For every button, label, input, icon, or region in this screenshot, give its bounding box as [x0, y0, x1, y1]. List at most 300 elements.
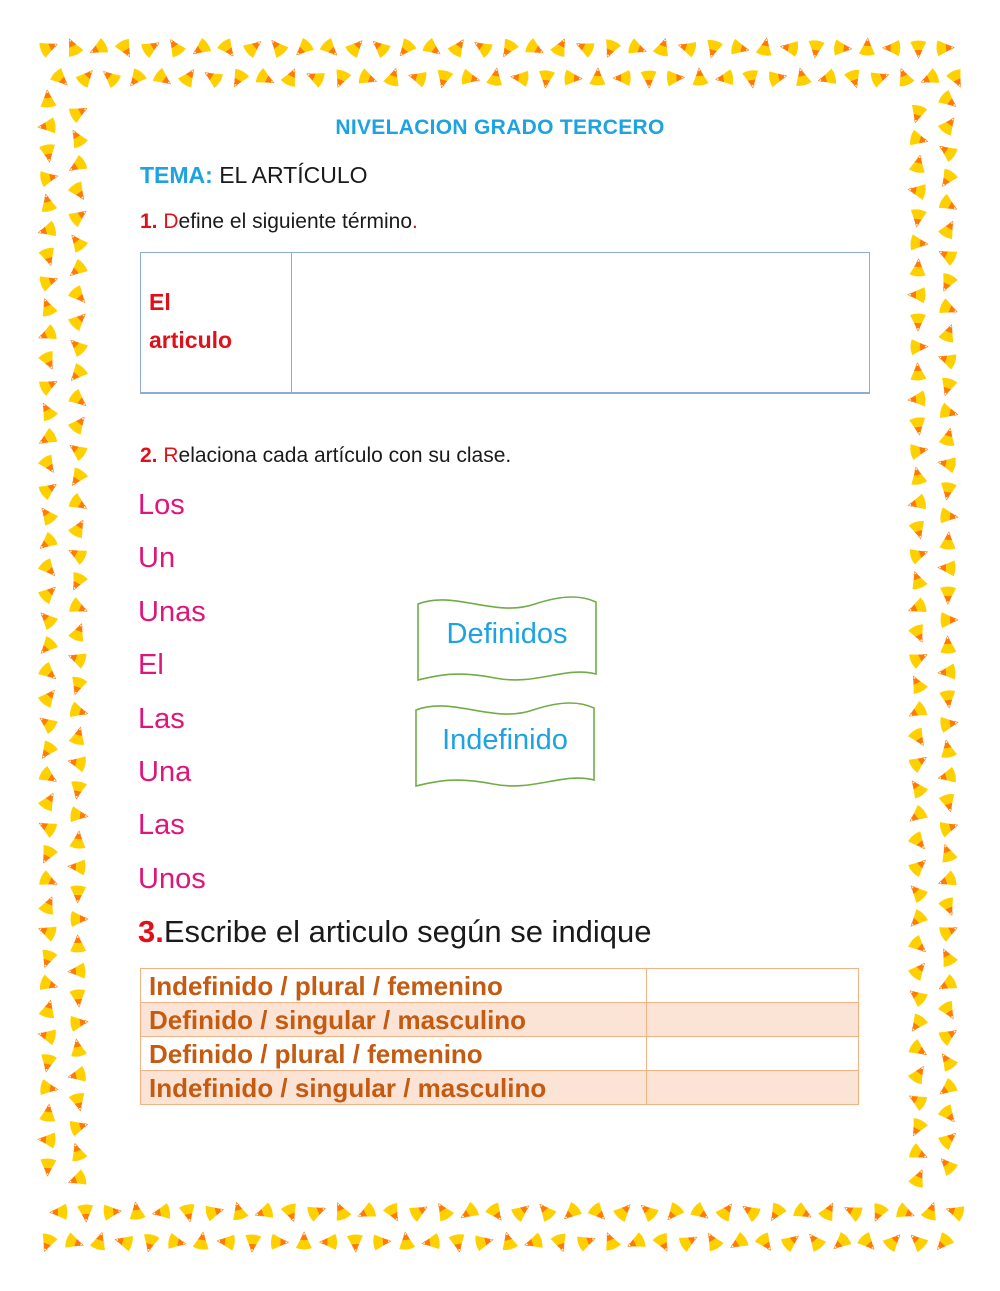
candy-corn-icon — [39, 168, 59, 187]
candy-corn-icon — [907, 390, 926, 408]
candy-corn-icon — [67, 308, 91, 332]
candy-corn-icon — [738, 1200, 761, 1223]
candy-corn-icon — [36, 739, 59, 763]
candy-corn-icon — [939, 715, 959, 734]
candy-corn-icon — [330, 68, 351, 90]
candy-corn-icon — [792, 1201, 815, 1224]
candy-corn-icon — [829, 1231, 853, 1255]
topic-line — [140, 162, 368, 189]
row-label: Indefinido / singular / masculino — [141, 1071, 647, 1105]
candy-corn-icon — [939, 690, 957, 709]
candy-corn-icon — [908, 1167, 930, 1189]
candy-corn-icon — [254, 67, 277, 89]
candy-corn-icon — [641, 70, 658, 88]
candy-corn-icon — [522, 1232, 543, 1252]
candy-corn-icon — [909, 441, 929, 460]
candy-corn-icon — [937, 272, 959, 295]
candy-corn-icon — [715, 1199, 738, 1223]
candy-corn-icon — [62, 36, 84, 59]
candy-corn-icon — [457, 1201, 480, 1224]
candy-corn-icon — [938, 559, 956, 576]
topic-label: TEMA: — [140, 162, 213, 188]
candy-corn-icon — [65, 362, 89, 386]
candy-corn-icon — [909, 258, 926, 277]
candy-corn-icon — [939, 636, 956, 654]
candy-corn-icon — [69, 1117, 90, 1137]
candy-corn-icon — [573, 37, 596, 59]
question-1-first-letter: D — [163, 210, 179, 233]
candy-corn-icon — [946, 68, 968, 91]
candy-corn-icon — [702, 1229, 725, 1252]
candy-corn-icon — [524, 37, 547, 59]
row-label: Definido / plural / femenino — [141, 1037, 647, 1071]
candy-corn-icon — [67, 180, 90, 203]
candy-corn-icon — [36, 324, 58, 346]
candy-corn-icon — [474, 1232, 495, 1252]
candy-corn-icon — [938, 817, 959, 837]
candy-corn-icon — [38, 350, 60, 373]
candy-corn-icon — [37, 1131, 56, 1148]
candy-corn-icon — [894, 66, 915, 88]
candy-corn-icon — [910, 339, 928, 356]
candy-corn-icon — [65, 258, 89, 282]
candy-corn-icon — [66, 466, 89, 489]
candy-corn-icon — [627, 38, 649, 59]
candy-corn-icon — [68, 1038, 87, 1058]
candy-corn-icon — [38, 1053, 57, 1073]
candy-corn-icon — [39, 1079, 59, 1098]
candy-corn-icon — [940, 612, 958, 628]
candy-corn-icon — [37, 948, 58, 970]
candy-corn-icon — [280, 66, 302, 89]
candy-corn-icon — [69, 701, 90, 721]
candy-corn-icon — [937, 89, 961, 112]
article-item[interactable]: Unas — [138, 595, 206, 628]
candy-corn-icon — [242, 35, 266, 58]
candy-corn-icon — [600, 1230, 622, 1252]
candy-corn-icon — [498, 1230, 518, 1251]
candy-corn-icon — [167, 1233, 187, 1252]
candy-corn-icon — [906, 1229, 930, 1253]
candy-corn-icon — [587, 1201, 611, 1225]
question-2-number: 2. — [140, 444, 158, 467]
row-label: Indefinido / plural / femenino — [141, 969, 647, 1003]
candy-corn-icon — [935, 1153, 959, 1177]
candy-corn-icon — [792, 66, 812, 87]
candy-corn-icon — [89, 1230, 109, 1251]
candy-corn-icon — [69, 830, 87, 849]
candy-corn-icon — [662, 1201, 686, 1225]
candy-corn-icon — [841, 1200, 864, 1222]
candy-corn-icon — [280, 1202, 301, 1224]
candy-corn-icon — [39, 89, 56, 108]
candy-corn-icon — [576, 1231, 598, 1252]
question-3 — [138, 914, 652, 950]
candy-corn-icon — [937, 1024, 960, 1047]
candy-corn-icon — [68, 1092, 88, 1113]
candy-corn-icon — [37, 765, 60, 788]
candy-corn-icon — [935, 1077, 959, 1100]
candy-corn-icon — [869, 67, 891, 88]
candy-corn-icon — [652, 1232, 674, 1255]
candy-corn-icon — [103, 1203, 122, 1221]
definition-term-line2: articulo — [149, 327, 233, 353]
candy-corn-icon — [920, 1200, 941, 1222]
candy-corn-icon — [189, 37, 213, 60]
candy-corn-icon — [652, 36, 673, 58]
candy-corn-icon — [936, 1049, 959, 1073]
candy-corn-icon — [497, 37, 520, 60]
candy-corn-icon — [70, 935, 87, 953]
definition-table — [140, 252, 870, 394]
candy-corn-icon — [936, 945, 958, 968]
candy-corn-icon — [67, 858, 86, 875]
table-row — [141, 969, 859, 1003]
question-3-number: 3. — [138, 914, 164, 949]
candy-corn-icon — [936, 39, 954, 56]
candy-corn-icon — [35, 531, 59, 554]
candy-corn-icon — [347, 1234, 364, 1252]
candy-corn-icon — [448, 1233, 467, 1253]
candy-corn-icon — [937, 842, 958, 864]
candy-corn-icon — [550, 1232, 571, 1254]
candy-corn-icon — [859, 38, 876, 56]
candy-corn-icon — [407, 68, 428, 88]
candy-corn-icon — [905, 985, 929, 1008]
candy-corn-icon — [833, 39, 852, 56]
candy-corn-icon — [37, 789, 60, 812]
candy-corn-icon — [754, 1231, 777, 1255]
candy-corn-icon — [114, 38, 136, 61]
candy-corn-icon — [816, 68, 837, 88]
candy-corn-icon — [68, 597, 90, 619]
candy-corn-icon — [906, 1117, 928, 1140]
category-banner-definidos[interactable] — [415, 594, 599, 686]
article-item[interactable]: Los — [138, 489, 185, 521]
candy-corn-icon — [38, 974, 59, 994]
candy-corn-icon — [906, 1012, 929, 1036]
candy-corn-icon — [67, 962, 86, 979]
candy-corn-icon — [68, 780, 87, 800]
candy-corn-icon — [537, 70, 555, 89]
candy-corn-icon — [216, 1233, 235, 1251]
candy-corn-icon — [938, 298, 960, 320]
candy-corn-icon — [113, 1232, 134, 1252]
candy-corn-icon — [906, 672, 928, 695]
candy-corn-icon — [37, 453, 60, 476]
candy-corn-icon — [37, 296, 58, 318]
answer-cell[interactable] — [647, 969, 859, 1003]
candy-corn-icon — [75, 65, 99, 89]
candy-corn-icon — [882, 1229, 906, 1253]
candy-corn-icon — [38, 894, 60, 916]
candy-corn-icon — [905, 700, 928, 723]
question-1-text: efine el siguiente término — [178, 210, 413, 233]
candy-corn-icon — [98, 65, 122, 89]
article-item[interactable]: Una — [138, 755, 192, 788]
classification-table — [140, 968, 859, 1105]
question-3-text: Escribe el articulo según se indique — [163, 914, 652, 949]
candy-corn-icon — [803, 1229, 826, 1253]
candy-corn-icon — [844, 68, 865, 90]
candy-corn-icon — [895, 1202, 917, 1223]
candy-corn-icon — [35, 712, 59, 735]
candy-corn-icon — [37, 661, 61, 685]
candy-corn-icon — [936, 870, 958, 891]
candy-corn-icon — [49, 67, 73, 91]
candy-corn-icon — [939, 531, 956, 550]
candy-corn-icon — [330, 1200, 352, 1222]
candy-corn-icon — [37, 581, 61, 605]
candy-corn-icon — [918, 68, 940, 90]
candy-corn-icon — [36, 399, 58, 422]
candy-corn-icon — [38, 374, 61, 396]
candy-corn-icon — [127, 1201, 145, 1221]
candy-corn-icon — [67, 1141, 88, 1163]
question-2-first-letter: R — [163, 444, 179, 467]
candy-corn-icon — [937, 1127, 961, 1151]
candy-corn-icon — [71, 911, 89, 927]
article-list — [138, 486, 206, 913]
candy-corn-icon — [36, 503, 59, 527]
candy-corn-icon — [373, 1233, 392, 1250]
candy-corn-icon — [64, 1232, 86, 1253]
candy-corn-icon — [37, 557, 61, 581]
candy-corn-icon — [909, 416, 927, 436]
candy-corn-icon — [67, 412, 90, 436]
candy-corn-icon — [909, 154, 928, 174]
candy-corn-icon — [36, 921, 58, 942]
candy-corn-icon — [50, 1204, 68, 1221]
candy-corn-icon — [905, 880, 929, 904]
answer-cell[interactable] — [647, 1037, 859, 1071]
candy-corn-icon — [937, 1103, 960, 1127]
candy-corn-icon — [270, 1234, 288, 1251]
candy-corn-icon — [67, 492, 90, 515]
candy-corn-icon — [910, 314, 926, 332]
candy-corn-icon — [67, 675, 88, 697]
candy-corn-icon — [216, 37, 239, 61]
candy-corn-icon — [77, 1204, 94, 1223]
candy-corn-icon — [564, 69, 583, 86]
candy-corn-icon — [907, 934, 931, 958]
candy-corn-icon — [636, 1199, 660, 1223]
candy-corn-icon — [253, 1202, 275, 1223]
question-2-text: elaciona cada artículo con su clase. — [178, 444, 512, 467]
candy-corn-icon — [937, 217, 959, 240]
candy-corn-icon — [70, 885, 87, 903]
candy-corn-icon — [38, 246, 58, 267]
candy-corn-icon — [140, 36, 163, 59]
candy-corn-icon — [510, 1200, 534, 1223]
candy-corn-icon — [296, 1232, 312, 1250]
candy-corn-icon — [447, 35, 470, 59]
candy-corn-icon — [39, 1158, 56, 1176]
candy-corn-icon — [244, 1234, 261, 1253]
candy-corn-icon — [600, 38, 622, 60]
candy-corn-icon — [935, 244, 958, 266]
candy-corn-icon — [938, 921, 961, 943]
candy-corn-icon — [65, 154, 88, 177]
article-item[interactable]: Un — [138, 542, 176, 575]
candy-corn-icon — [906, 493, 927, 513]
answer-cell[interactable] — [647, 1003, 859, 1037]
table-row — [141, 1037, 859, 1071]
candy-corn-icon — [909, 362, 926, 381]
category-label: Indefinido — [442, 724, 568, 756]
candy-corn-icon — [856, 1231, 880, 1255]
article-item[interactable]: Unos — [138, 862, 206, 895]
candy-corn-icon — [534, 1199, 558, 1223]
candy-corn-icon — [907, 181, 927, 200]
candy-corn-icon — [65, 334, 89, 358]
candy-corn-icon — [67, 753, 87, 772]
candy-corn-icon — [938, 896, 960, 918]
candy-corn-icon — [937, 999, 960, 1022]
candy-corn-icon — [666, 69, 685, 86]
candy-corn-icon — [905, 908, 929, 932]
answer-cell[interactable] — [647, 1071, 859, 1105]
candy-corn-icon — [37, 1232, 58, 1254]
topic-value: EL ARTÍCULO — [219, 162, 368, 188]
candy-corn-icon — [807, 40, 825, 59]
candy-corn-icon — [937, 663, 956, 680]
article-item[interactable]: Las — [138, 702, 185, 735]
article-item[interactable]: El — [138, 649, 164, 682]
candy-corn-icon — [355, 1202, 378, 1224]
category-banner-indefinido[interactable] — [413, 700, 597, 792]
candy-corn-icon — [36, 844, 58, 867]
candy-corn-icon — [306, 1201, 328, 1222]
candy-corn-icon — [408, 1200, 431, 1223]
candy-corn-icon — [765, 1201, 788, 1224]
candy-corn-icon — [461, 69, 481, 88]
candy-corn-icon — [67, 1066, 87, 1085]
candy-corn-icon — [227, 68, 250, 91]
candy-corn-icon — [908, 466, 927, 486]
candy-corn-icon — [906, 597, 928, 618]
candy-corn-icon — [201, 66, 224, 89]
candy-corn-icon — [484, 1201, 507, 1225]
candy-corn-icon — [691, 67, 709, 86]
candy-corn-icon — [908, 623, 930, 645]
candy-corn-icon — [613, 70, 631, 86]
candy-corn-icon — [69, 989, 87, 1008]
candy-corn-icon — [421, 1233, 441, 1252]
candy-corn-icon — [266, 35, 290, 59]
candy-corn-icon — [937, 193, 960, 216]
candy-corn-icon — [779, 39, 799, 58]
question-1 — [140, 210, 418, 234]
candy-corn-icon — [39, 1103, 57, 1122]
candy-corn-icon — [908, 647, 931, 669]
candy-corn-icon — [65, 439, 89, 462]
candy-corn-icon — [357, 68, 379, 89]
candy-corn-icon — [35, 816, 58, 838]
candy-corn-icon — [67, 284, 91, 308]
candy-corn-icon — [38, 870, 61, 892]
candy-corn-icon — [35, 607, 59, 631]
candy-corn-icon — [938, 739, 957, 759]
candy-corn-icon — [907, 958, 931, 982]
candy-corn-icon — [204, 1202, 225, 1222]
candy-corn-icon — [910, 40, 926, 58]
candy-corn-icon — [69, 1014, 89, 1032]
candy-corn-icon — [164, 35, 187, 58]
candy-corn-icon — [905, 804, 929, 827]
candy-corn-icon — [559, 1201, 583, 1225]
candy-corn-icon — [383, 66, 404, 88]
candy-corn-icon — [432, 1199, 455, 1222]
candy-corn-icon — [676, 37, 697, 57]
candy-corn-icon — [937, 376, 957, 397]
candy-corn-icon — [35, 427, 58, 450]
candy-corn-icon — [907, 569, 928, 591]
candy-corn-icon — [907, 1038, 930, 1061]
candy-corn-icon — [939, 402, 960, 422]
candy-corn-icon — [589, 68, 606, 86]
candy-corn-icon — [935, 973, 958, 995]
candy-corn-icon — [940, 507, 959, 525]
candy-corn-icon — [907, 854, 931, 878]
candy-corn-icon — [37, 478, 61, 501]
candy-corn-icon — [421, 37, 445, 60]
candy-corn-icon — [193, 1231, 212, 1251]
candy-corn-icon — [65, 543, 88, 565]
candy-corn-icon — [368, 35, 392, 59]
candy-corn-icon — [36, 1026, 57, 1046]
candy-corn-icon — [938, 793, 958, 814]
candy-corn-icon — [66, 230, 89, 254]
candy-corn-icon — [868, 1202, 890, 1224]
candy-corn-icon — [37, 685, 60, 709]
candy-corn-icon — [907, 1062, 930, 1085]
candy-corn-icon — [939, 481, 958, 501]
candy-corn-icon — [151, 1203, 171, 1222]
candy-corn-icon — [38, 271, 60, 292]
candy-corn-icon — [470, 36, 493, 59]
definition-answer-cell[interactable] — [293, 253, 869, 392]
candy-corn-icon — [67, 516, 90, 539]
candy-corn-icon — [935, 140, 959, 163]
candy-corn-icon — [39, 143, 58, 163]
candy-corn-icon — [69, 806, 89, 824]
candy-corn-icon — [549, 35, 571, 58]
candy-corn-icon — [780, 1230, 804, 1253]
candy-corn-icon — [434, 69, 454, 90]
candy-corn-icon — [726, 1231, 749, 1254]
candy-corn-icon — [382, 1202, 404, 1225]
candy-corn-icon — [908, 1143, 931, 1165]
candy-corn-icon — [66, 571, 88, 594]
candy-corn-icon — [944, 1201, 966, 1222]
candy-corn-icon — [66, 1169, 88, 1190]
article-item[interactable]: Las — [138, 809, 185, 842]
candy-corn-icon — [612, 1199, 636, 1223]
candy-corn-icon — [910, 234, 929, 252]
candy-corn-icon — [177, 65, 200, 88]
candy-corn-icon — [291, 37, 315, 61]
candy-corn-icon — [124, 67, 147, 91]
candy-corn-icon — [907, 830, 931, 854]
candy-corn-icon — [907, 751, 930, 774]
candy-corn-icon — [730, 39, 751, 59]
table-row — [141, 1071, 859, 1105]
candy-corn-icon — [689, 1201, 713, 1224]
candy-corn-icon — [68, 621, 89, 643]
candy-corn-icon — [909, 208, 927, 228]
candy-corn-icon — [678, 1230, 701, 1252]
